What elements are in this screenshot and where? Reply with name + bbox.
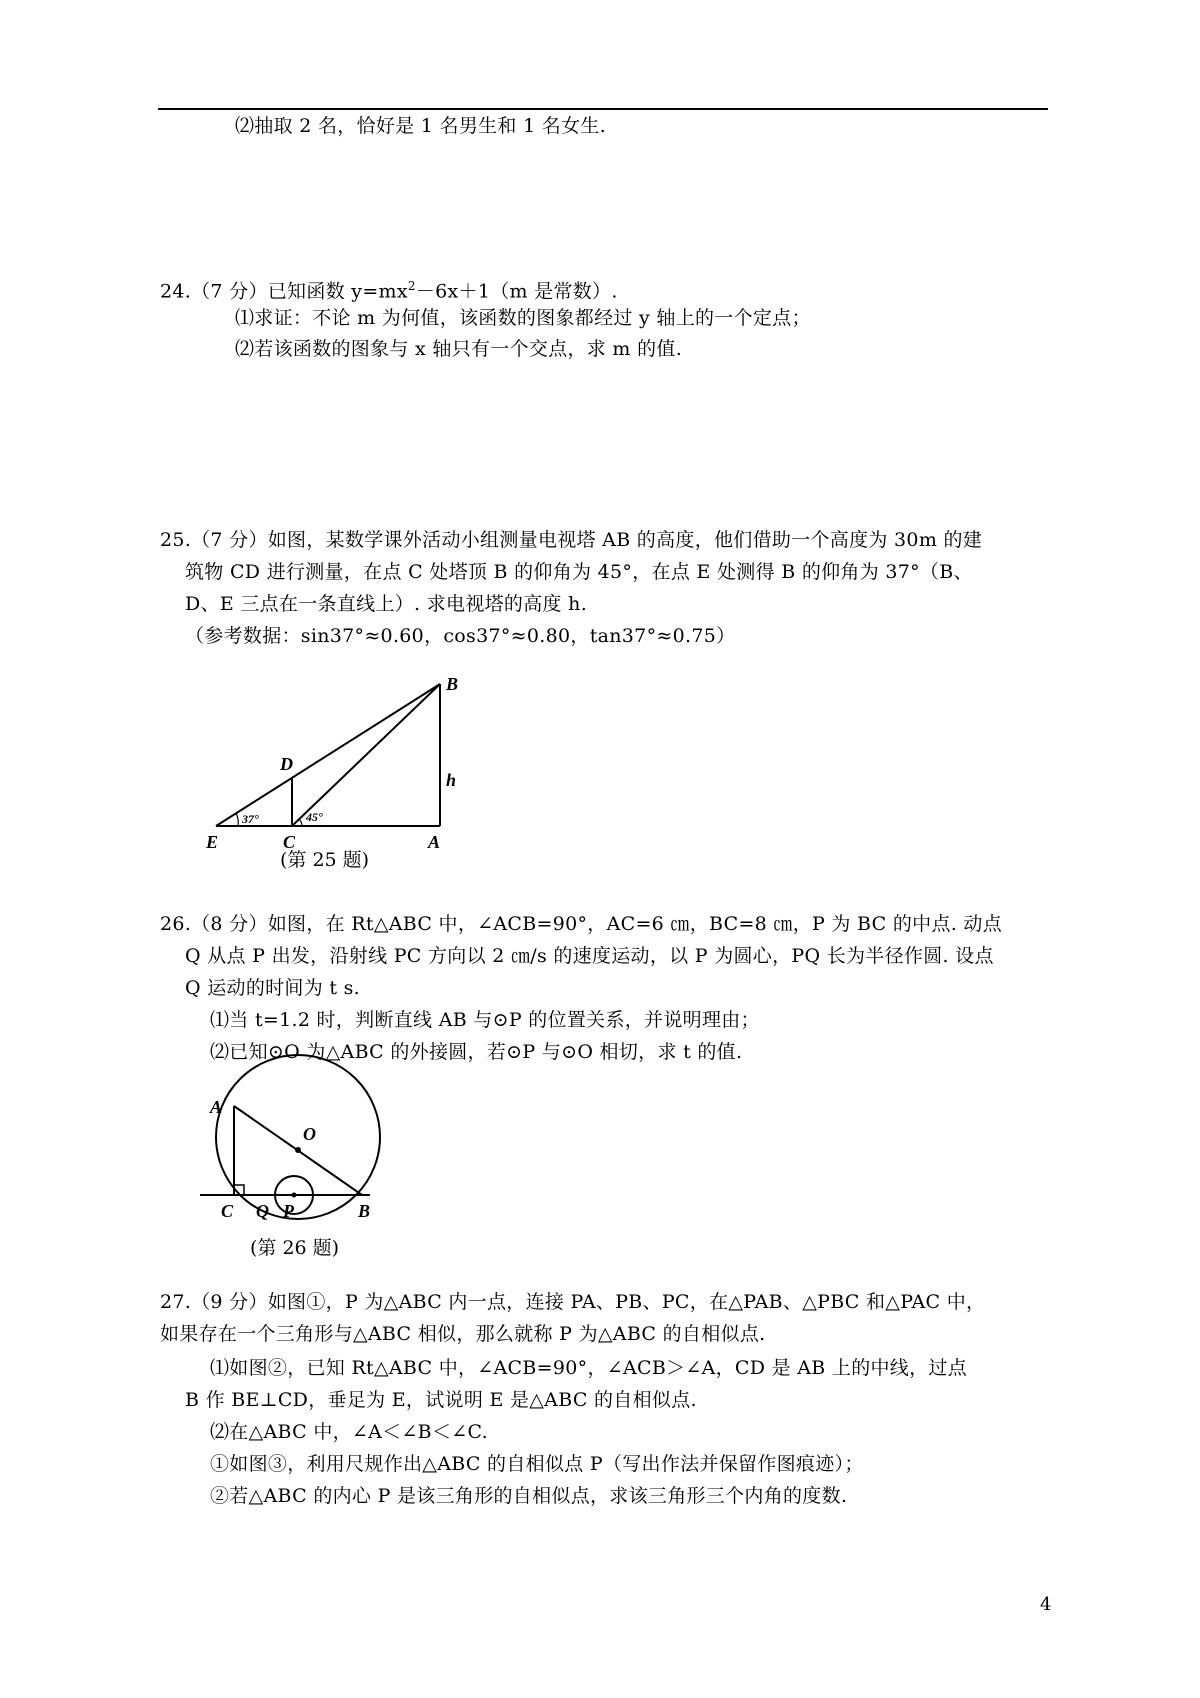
q26-line3: Q 运动的时间为 t s.: [185, 977, 361, 999]
fig25-label-C: C: [283, 832, 296, 852]
q26-part1: ⑴当 t=1.2 时，判断直线 AB 与⊙P 的位置关系，并说明理由；: [210, 1009, 760, 1031]
fig25-label-h: h: [446, 770, 457, 790]
fig25-angle-45: 45°: [306, 810, 323, 824]
q27-part1-b: B 作 BE⊥CD，垂足为 E，试说明 E 是△ABC 的自相似点.: [185, 1389, 697, 1411]
q26-line2: Q 从点 P 出发，沿射线 PC 方向以 2 ㎝/s 的速度运动，以 P 为圆心，PQ 长为半径作圆. 设点: [185, 945, 994, 967]
fig26-label-O: O: [303, 1124, 316, 1144]
figure-26: [200, 1055, 380, 1219]
fig25-label-D: D: [280, 754, 293, 774]
fig25-line-EB: [216, 684, 440, 826]
q27-part2: ⑵在△ABC 中，∠A＜∠B＜∠C.: [210, 1421, 488, 1443]
fig26-label-C: C: [221, 1201, 234, 1221]
fig26-circle-P: [275, 1176, 313, 1214]
fig26-caption: (第 26 题): [250, 1237, 340, 1259]
q26-line1: 26.（8 分）如图，在 Rt△ABC 中，∠ACB=90°，AC=6 ㎝，BC=8 ㎝，P 为 BC 的中点. 动点: [160, 913, 1003, 935]
fig26-right-angle-mark: [234, 1185, 244, 1195]
fig26-circumcircle-O: [216, 1055, 380, 1219]
q27-sub1: ①如图③，利用尺规作出△ABC 的自相似点 P（写出作法并保留作图痕迹）；: [210, 1453, 864, 1475]
fig25-angle-arc-45: [299, 819, 302, 826]
q23-part2: ⑵抽取 2 名，恰好是 1 名男生和 1 名女生.: [235, 115, 607, 137]
q27-sub2: ②若△ABC 的内心 P 是该三角形的自相似点，求该三角形三个内角的度数.: [210, 1485, 848, 1507]
q27-part1-a: ⑴如图②，已知 Rt△ABC 中，∠ACB=90°，∠ACB＞∠A，CD 是 AB 上的中线，过点: [210, 1357, 967, 1379]
q26-part2: ⑵已知⊙O 为△ABC 的外接圆，若⊙P 与⊙O 相切，求 t 的值.: [210, 1041, 743, 1063]
q25-line2: 筑物 CD 进行测量，在点 C 处塔顶 B 的仰角为 45°，在点 E 处测得 B 的仰角为 37°（B、: [185, 561, 973, 583]
q24-part2: ⑵若该函数的图象与 x 轴只有一个交点，求 m 的值.: [235, 338, 683, 360]
page-number: 4: [1040, 1594, 1052, 1615]
fig26-label-Q: Q: [256, 1201, 269, 1221]
q24-stem-b: －6x＋1（m 是常数）.: [415, 280, 618, 303]
q24-stem-a: 24.（7 分）已知函数 y=mx: [160, 280, 408, 303]
fig25-angle-37: 37°: [242, 812, 259, 826]
fig26-label-P: P: [283, 1201, 294, 1221]
q25-line4: （参考数据：sin37°≈0.60，cos37°≈0.80，tan37°≈0.75）: [185, 625, 736, 647]
fig26-point-P: [292, 1193, 297, 1198]
q24-stem: [160, 274, 618, 303]
fig25-angle-arc-37: [236, 813, 238, 826]
header-rule: [158, 108, 1048, 110]
fig26-side-AB: [234, 1106, 362, 1195]
fig25-caption: (第 25 题): [280, 849, 370, 871]
fig25-label-B: B: [446, 674, 459, 694]
q27-line1: 27.（9 分）如图①，P 为△ABC 内一点，连接 PA、PB、PC，在△PAB、△PBC 和△PAC 中，: [160, 1291, 986, 1313]
fig25-line-CB: [292, 684, 440, 826]
fig26-label-B: B: [358, 1201, 371, 1221]
fig25-label-A: A: [428, 832, 441, 852]
fig26-point-O: [295, 1147, 301, 1153]
q25-line1: 25.（7 分）如图，某数学课外活动小组测量电视塔 AB 的高度，他们借助一个高度为 30m 的建: [160, 529, 983, 551]
q25-line3: D、E 三点在一条直线上）. 求电视塔的高度 h.: [185, 593, 588, 615]
q24-stem-sup: 2: [407, 279, 416, 293]
fig25-label-E: E: [206, 832, 219, 852]
figure-25: [216, 684, 440, 826]
q24-part1: ⑴求证：不论 m 为何值，该函数的图象都经过 y 轴上的一个定点；: [235, 307, 811, 329]
q27-line2: 如果存在一个三角形与△ABC 相似，那么就称 P 为△ABC 的自相似点.: [160, 1323, 766, 1345]
fig26-label-A: A: [210, 1097, 223, 1117]
